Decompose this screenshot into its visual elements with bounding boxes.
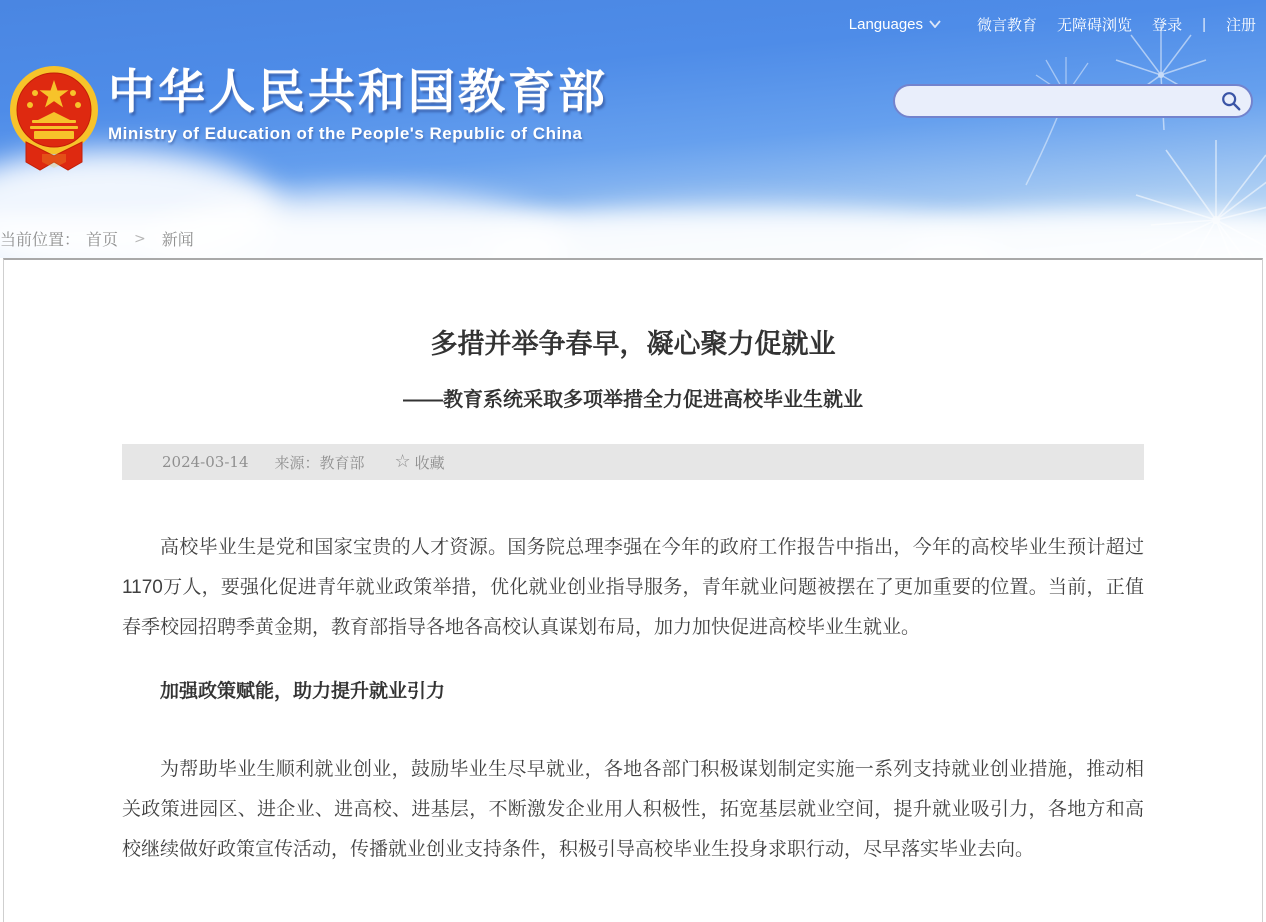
paragraph: 为帮助毕业生顺利就业创业，鼓励毕业生尽早就业，各地各部门积极谋划制定实施一系列支持就业创业措施，推动相关政策进园区、进企业、进高校、进基层，不断激发企业用人积极性，拓宽基层就业空间，提升就业吸引力，各地方和高校继续做好政策宣传活动，传播就业创业支持条件，积极引导高校毕业生投身求职行动，尽早落实毕业去向。 (122, 759, 1144, 860)
article (122, 322, 1144, 870)
topbar-separator: | (1202, 15, 1206, 33)
site-brand[interactable] (8, 58, 608, 176)
article-subtitle: ——教育系统采取多项举措全力促进高校毕业生就业 (403, 389, 863, 411)
dandelion-seed-decoration (996, 55, 1116, 195)
national-emblem-logo (8, 58, 100, 176)
article-source: 来源：教育部 (274, 453, 365, 472)
breadcrumb-current-news[interactable]: 新闻 (161, 230, 194, 249)
site-title: 中华人民共和国教育部 (108, 65, 608, 118)
breadcrumb (0, 227, 194, 250)
search-input[interactable] (895, 86, 1220, 116)
register-link[interactable]: 注册 (1225, 16, 1256, 34)
login-link[interactable]: 登录 (1152, 16, 1183, 34)
favorite-button[interactable] (395, 452, 445, 473)
brand-text (108, 58, 608, 144)
search-box (893, 84, 1253, 118)
article-body (122, 528, 1144, 870)
languages-label: Languages (848, 15, 924, 33)
article-title: 多措并举争春早，凝心聚力促就业 (430, 329, 836, 359)
link-accessibility[interactable]: 无障碍浏览 (1057, 16, 1133, 34)
search-icon[interactable] (1220, 90, 1242, 112)
breadcrumb-separator: > (134, 230, 146, 247)
section-heading: 加强政策赋能，助力提升就业引力 (160, 681, 446, 702)
site-subtitle-en: Ministry of Education of the People's Republic of China (108, 123, 583, 143)
article-meta-bar (122, 444, 1144, 480)
chevron-down-icon (929, 20, 941, 28)
breadcrumb-label: 当前位置： (0, 230, 81, 249)
link-weiyan-education[interactable]: 微言教育 (977, 16, 1038, 34)
paragraph: 高校毕业生是党和国家宝贵的人才资源。国务院总理李强在今年的政府工作报告中指出，今年的高校毕业生预计超过1170万人，要强化促进青年就业政策举措，优化就业创业指导服务，青年就业问题被摆在了更加重要的位置。当前，正值春季校园招聘季黄金期，教育部指导各地各高校认真谋划布局，加力加快促进高校毕业生就业。 (122, 537, 1144, 638)
star-icon: ☆ (394, 451, 411, 472)
content-panel (3, 258, 1263, 922)
favorite-label: 收藏 (414, 453, 445, 472)
article-date: 2024-03-14 (162, 453, 249, 471)
languages-menu[interactable] (849, 16, 941, 33)
top-utility-bar (0, 0, 1266, 48)
header-hero (0, 0, 1266, 258)
breadcrumb-home-link[interactable]: 首页 (86, 230, 119, 249)
